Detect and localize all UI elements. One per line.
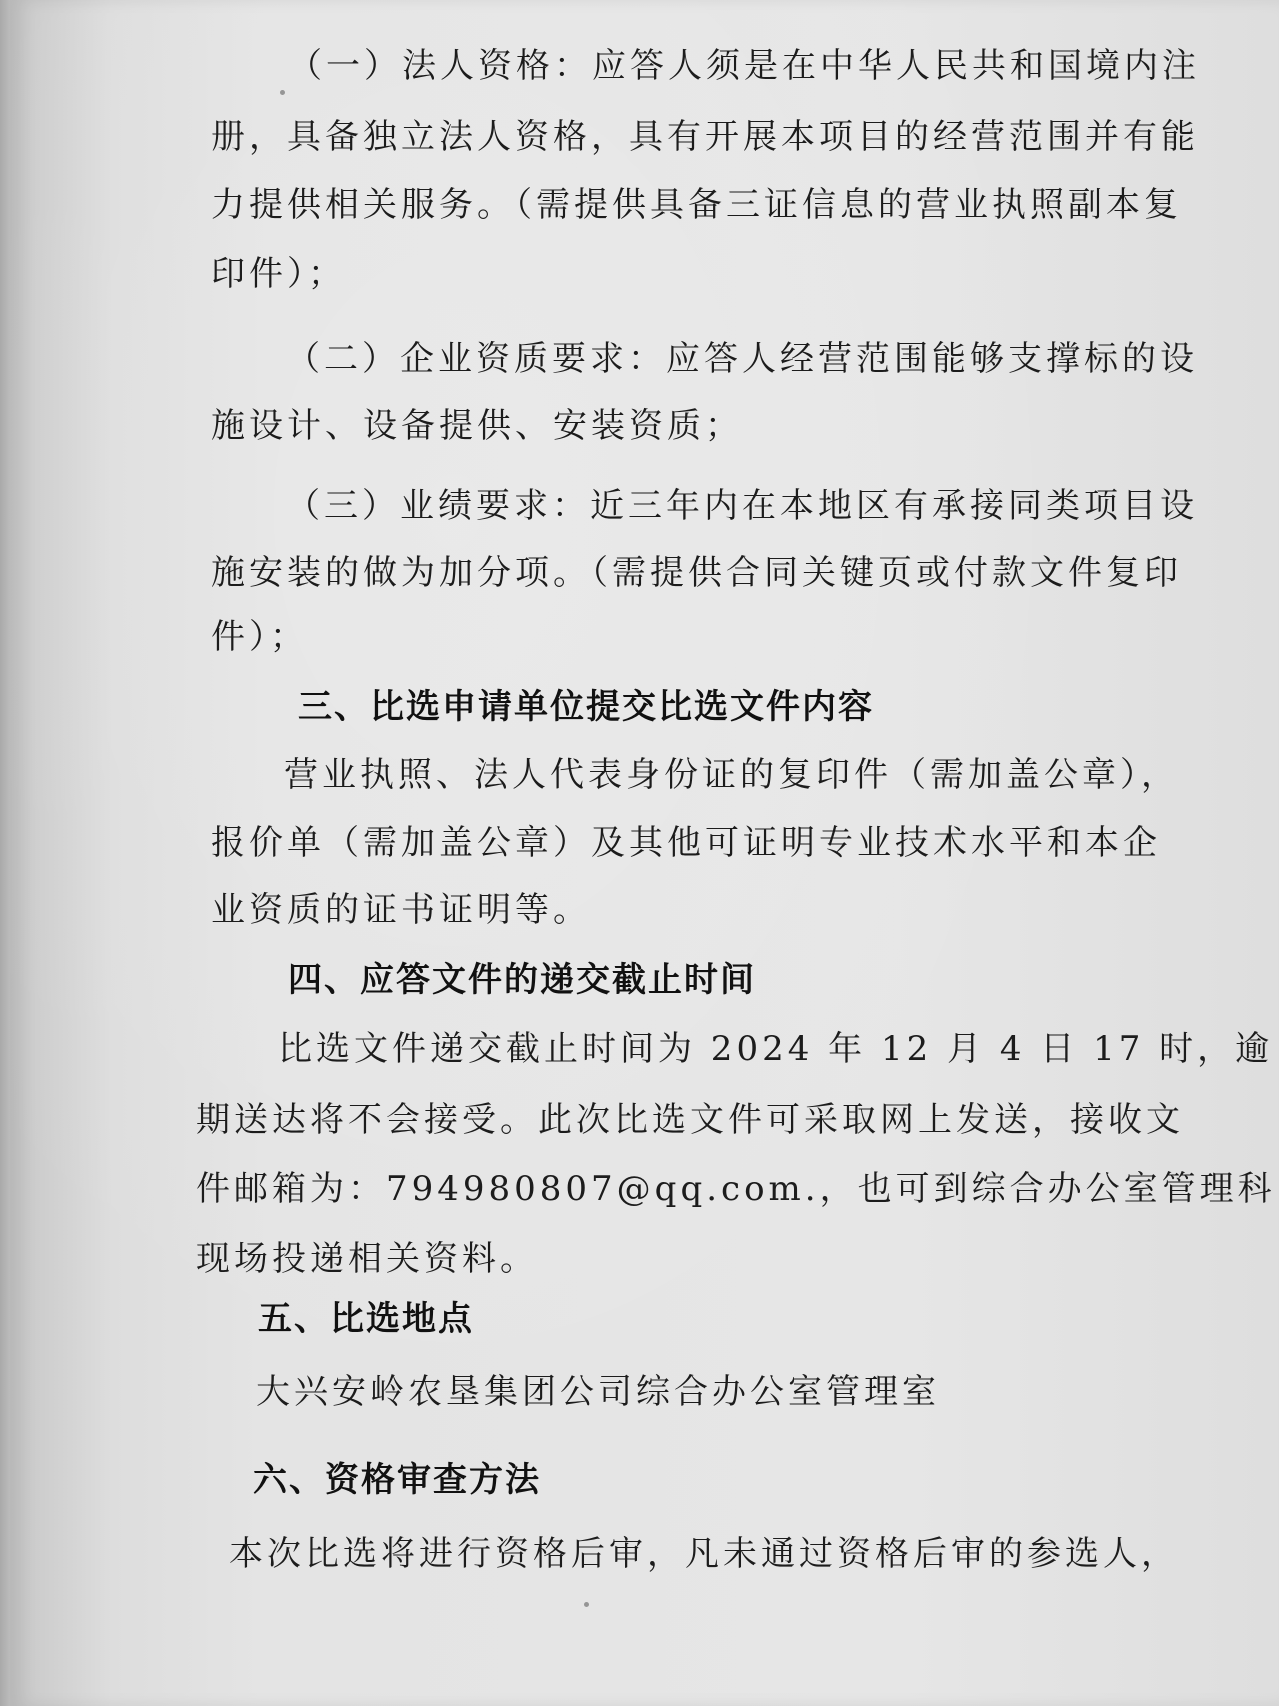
paragraph-line: （一）法人资格：应答人须是在中华人民共和国境内注: [288, 46, 1200, 86]
paragraph-line: 本次比选将进行资格后审，凡未通过资格后审的参选人，: [229, 1534, 1179, 1574]
section-heading: 四、应答文件的递交截止时间: [288, 960, 756, 1000]
paragraph-line: 期送达将不会接受。此次比选文件可采取网上发送，接收文: [196, 1100, 1184, 1140]
paragraph-line: 力提供相关服务。（需提供具备三证信息的营业执照副本复: [211, 185, 1182, 225]
section-heading: 五、比选地点: [258, 1299, 474, 1339]
paragraph-line: （三）业绩要求：近三年内在本地区有承接同类项目设: [286, 486, 1198, 526]
paper-mark: [280, 90, 285, 95]
paragraph-line: 营业执照、法人代表身份证的复印件（需加盖公章），: [284, 755, 1179, 795]
paper-mark: [584, 1602, 589, 1607]
paragraph-line: 册，具备独立法人资格，具有开展本项目的经营范围并有能: [211, 117, 1199, 157]
paragraph-line: 现场投递相关资料。: [196, 1239, 538, 1279]
paragraph-line: 比选文件递交截止时间为 2024 年 12 月 4 日 17 时，逾: [278, 1029, 1274, 1069]
paragraph-line: 施安装的做为加分项。（需提供合同关键页或付款文件复印: [211, 553, 1182, 593]
paragraph-line: 件）；: [211, 617, 308, 657]
paragraph-line: （二）企业资质要求：应答人经营范围能够支撑标的设: [286, 339, 1198, 379]
paragraph-line: 施设计、设备提供、安装资质；: [211, 406, 743, 446]
paragraph-line: 件邮箱为：794980807@qq.com.，也可到综合办公室管理科: [196, 1169, 1276, 1209]
paragraph-line: 业资质的证书证明等。: [211, 890, 591, 930]
paragraph-line: 报价单（需加盖公章）及其他可证明专业技术水平和本企: [211, 823, 1161, 863]
paragraph-line: 大兴安岭农垦集团公司综合办公室管理室: [256, 1372, 940, 1412]
paragraph-line: 印件）；: [211, 254, 346, 294]
section-heading: 三、比选申请单位提交比选文件内容: [298, 687, 874, 727]
paper-sheet: [10, 0, 1279, 1706]
section-heading: 六、资格审查方法: [253, 1460, 541, 1500]
